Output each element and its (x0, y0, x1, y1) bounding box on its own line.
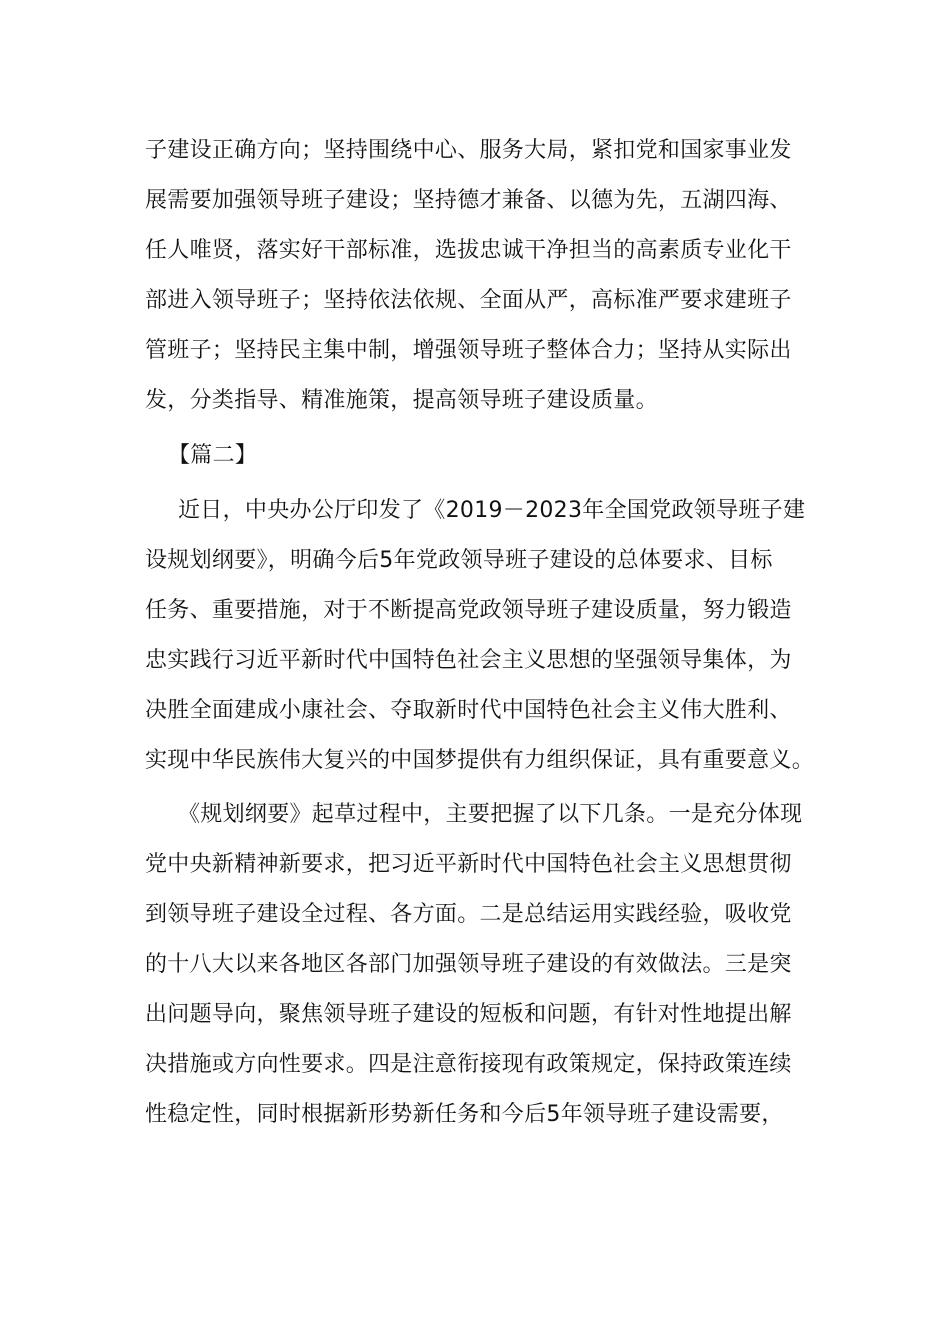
paragraph-line: 的十八大以来各地区各部门加强领导班子建设的有效做法。三是突 (145, 952, 792, 977)
paragraph-line: 管班子；坚持民主集中制，增强领导班子整体合力；坚持从实际出 (145, 338, 792, 363)
paragraph-line: 子建设正确方向；坚持围绕中心、服务大局，紧扣党和国家事业发 (145, 138, 792, 163)
paragraph-line: 部进入领导班子；坚持依法依规、全面从严，高标准严要求建班子 (145, 288, 792, 313)
paragraph-line: 性稳定性，同时根据新形势新任务和今后5年领导班子建设需要， (145, 1102, 784, 1127)
section-heading: 【篇二】 (168, 443, 258, 468)
paragraph-line: 实现中华民族伟大复兴的中国梦提供有力组织保证，具有重要意义。 (145, 748, 815, 773)
paragraph-line: 近日，中央办公厅印发了《2019－2023年全国党政领导班子建 (178, 498, 806, 523)
paragraph-line: 《规划纲要》起草过程中，主要把握了以下几条。一是充分体现 (178, 802, 803, 827)
paragraph-line: 任务、重要措施，对于不断提高党政领导班子建设质量，努力锻造 (145, 598, 792, 623)
paragraph-line: 展需要加强领导班子建设；坚持德才兼备、以德为先，五湖四海、 (145, 188, 792, 213)
paragraph-line: 决胜全面建成小康社会、夺取新时代中国特色社会主义伟大胜利、 (145, 698, 792, 723)
paragraph-line: 党中央新精神新要求，把习近平新时代中国特色社会主义思想贯彻 (145, 852, 792, 877)
paragraph-line: 决措施或方向性要求。四是注意衔接现有政策规定，保持政策连续 (145, 1052, 792, 1077)
paragraph-line: 发，分类指导、精准施策，提高领导班子建设质量。 (145, 388, 658, 413)
paragraph-line: 出问题导向，聚焦领导班子建设的短板和问题，有针对性地提出解 (145, 1002, 792, 1027)
paragraph-line: 设规划纲要》，明确今后5年党政领导班子建设的总体要求、目标 (145, 548, 773, 573)
paragraph-line: 忠实践行习近平新时代中国特色社会主义思想的坚强领导集体，为 (145, 648, 792, 673)
paragraph-line: 任人唯贤，落实好干部标准，选拔忠诚干净担当的高素质专业化干 (145, 238, 792, 263)
paragraph-line: 到领导班子建设全过程、各方面。二是总结运用实践经验，吸收党 (145, 902, 792, 927)
